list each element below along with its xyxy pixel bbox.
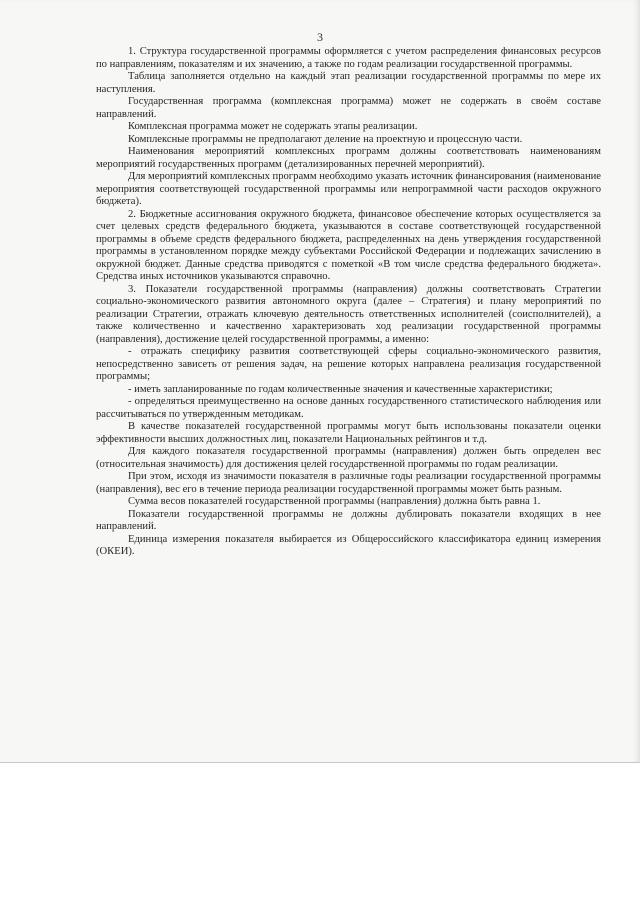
paragraph: 2. Бюджетные ассигнования окружного бюджета, финансовое обеспечение которых осуществляется за счет целевых средств федерального бюджета, указываются в составе соответствующей государственной программы в объеме средств федерального бюджета, распределенных на день утверждения государственной программы в установленном порядке между субъектами Российской Федерации и подлежащих зачислению в окружной бюджет. Данные средства приводятся с пометкой «В том числе средства федерального бюджета». Средства иных источников указываются справочно. [96,208,601,282]
paragraph: 1. Структура государственной программы оформляется с учетом распределения финансовых ресурсов по направлениям, показателям и их значению, а также по годам реализации государственной программы. [96,46,601,70]
paragraph: Для мероприятий комплексных программ необходимо указать источник финансирования (наименование мероприятия соответствующей государственной программы или непрограммной части расходов окружного бюджета). [96,171,602,207]
paragraph: Для каждого показателя государственной программы (направления) должен быть определен вес (относительная значимость) для достижения целей государственной программы по годам реализации. [96,446,601,470]
paragraph: В качестве показателей государственной программы могут быть использованы показатели оценки эффективности высших должностных лиц, показатели Национальных рейтингов и т.д. [96,421,601,445]
paragraph: Комплексная программа может не содержать этапы реализации. [128,121,418,132]
paragraph: 3. Показатели государственной программы (направления) должны соответствовать Стратегии социально-экономического развития автономного округа (далее – Стратегия) и плану мероприятий по реализации Стратегии, отражать ключевую деятельность ответственных исполнителей (соисполнителей), а также количественно и качественно характеризовать ход реализации государственной программы (направления), достижение целей государственной программы, а именно: [96,283,601,345]
document-body [96,46,601,559]
paragraph: - отражать специфику развития соответствующей сферы социально-экономического развития, непосредственно зависеть от решения задач, на решение которых направлена реализация государственной программы; [96,346,601,382]
paragraph: Сумма весов показателей государственной программы (направления) должна быть равна 1. [128,496,541,507]
paragraph: Показатели государственной программы не должны дублировать показатели входящих в нее направлений. [96,508,601,532]
paragraph: - иметь запланированные по годам количественные значения и качественные характеристики; [128,383,553,395]
paragraph: - определяться преимущественно на основе данных государственного статистического наблюдения или рассчитываться по утвержденным методикам. [96,396,601,420]
paragraph: Таблица заполняется отдельно на каждый этап реализации государственной программы по мере их наступления. [96,71,601,95]
page-number: 3 [317,30,323,44]
paragraph: Государственная программа (комплексная программа) может не содержать в своём составе направлений. [96,96,601,120]
paragraph: Единица измерения показателя выбирается из Общероссийского классификатора единиц измерения (ОКЕИ). [96,533,601,557]
paragraph: Наименования мероприятий комплексных программ должны соответствовать наименованиям мероприятий государственных программ (детализированных перечней мероприятий). [96,146,601,170]
paragraph: При этом, исходя из значимости показателя в различные годы реализации государственной программы (направления), вес его в течение периода реализации государственной программы может быть разным. [96,471,601,495]
paragraph: Комплексные программы не предполагают деление на проектную и процессную части. [128,133,523,145]
